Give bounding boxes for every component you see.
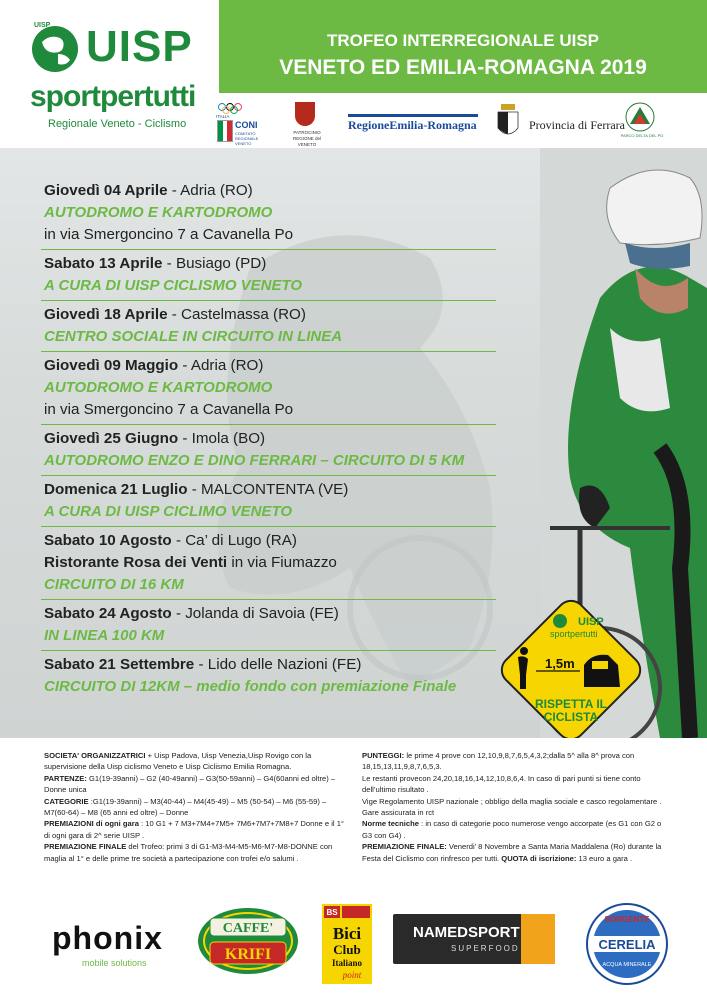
rule-label: PREMIAZIONE FINALE (44, 842, 127, 852)
event-item (41, 428, 496, 476)
rule-paragraph (362, 750, 665, 773)
rule-text: Vige Regolamento UISP nazionale ; obbligo della maglia sociale e casco regolamentare . Gare assicurata in rct (362, 796, 662, 818)
veneto-logo (285, 100, 325, 147)
rule-label: CATEGORIE (44, 796, 89, 806)
patron-logos (215, 100, 707, 146)
event-item (41, 180, 496, 250)
rule-paragraph (362, 773, 665, 796)
title-line-2: VENETO ED EMILIA-ROMAGNA 2019 (279, 56, 647, 79)
event-heading (44, 253, 496, 275)
logo-tagline: sportpertutti (30, 80, 196, 113)
event-heading (44, 654, 496, 676)
sign-globe-icon (553, 614, 567, 628)
rule-paragraph (44, 750, 346, 773)
rule-paragraph (362, 796, 665, 819)
event-place: - Adria (RO) (167, 182, 253, 199)
event-item (41, 603, 496, 651)
rule-label: PREMIAZIONE FINALE: (362, 842, 447, 852)
rule-paragraph (44, 841, 346, 864)
event-extra-line (44, 552, 496, 574)
event-extra-bold: Ristorante Rosa dei Venti (44, 554, 228, 571)
event-date: Giovedì 25 Giugno (44, 430, 179, 447)
event-date: Domenica 21 Luglio (44, 481, 188, 498)
event-heading (44, 603, 496, 625)
rule-text: G1(19-39anni) – G2 (40-49anni) – G3(50-59anni) – G4(60anni ed oltre) – Donne unica (44, 773, 336, 795)
event-date: Giovedì 18 Aprile (44, 306, 168, 323)
event-place: - Ca’ di Lugo (RA) (171, 532, 297, 549)
event-date: Giovedì 04 Aprile (44, 182, 168, 199)
rer-bar (348, 114, 478, 117)
parco-label: PARCO DELTA DEL PO (620, 133, 664, 138)
event-extra: in via Smergoncino 7 a Cavanella Po (44, 401, 294, 418)
event-heading (44, 479, 496, 501)
rules-section (0, 738, 707, 898)
event-venue: AUTODROMO E KARTODROMO (44, 204, 273, 221)
poster-header (0, 0, 707, 148)
cerelia-top: SORGENTE (604, 915, 650, 924)
respect-cyclist-sign (496, 595, 646, 745)
event-item (41, 530, 496, 600)
rule-text: :G1(19-39anni) – M3(40-44) – M4(45-49) – M5 (50-54) – M6 (55-59) – M7(60-64) – M8 (65 anni ed oltre) – Donne (44, 796, 327, 818)
event-date: Sabato 24 Agosto (44, 605, 172, 622)
phonix-logo (52, 920, 163, 968)
rule-text: : 10 G1 + 7 M3+7M4+7M5+ 7M6+7M7+7M8+7 Donne e il 1° di ogni gara di 2^ serie UISP . (44, 819, 344, 840)
cerelia-logo (585, 902, 669, 986)
rule-paragraph (44, 773, 346, 796)
named-sub: SUPERFOOD (451, 944, 520, 953)
event-heading (44, 304, 496, 326)
rule-label: PARTENZE: (44, 773, 87, 783)
coni-sub: COMITATO REGIONALE VENETO (235, 131, 259, 146)
rules-left-column (44, 750, 346, 864)
event-date: Sabato 21 Settembre (44, 656, 195, 673)
event-venue: CIRCUITO DI 12KM – medio fondo con premiazione Finale (44, 678, 457, 695)
event-venue: IN LINEA 100 KM (44, 627, 165, 644)
event-item (41, 253, 496, 301)
ferrara-label: Provincia di Ferrara (529, 118, 625, 132)
rule-text: + Uisp Padova, Uisp Venezia,Uisp Rovigo con la supervisione della Uisp ciclismo Veneto e Uisp Ciclismo Emilia Romagna. (44, 751, 312, 772)
rules-right-column (362, 750, 665, 864)
event-place: - Adria (RO) (178, 357, 264, 374)
event-heading (44, 428, 496, 450)
sign-distance: 1,5m (545, 656, 575, 671)
rule-paragraph (362, 818, 665, 841)
bici-main: Bici (332, 924, 362, 943)
event-item (41, 304, 496, 352)
event-heading (44, 180, 496, 202)
phonix-word: phonix (52, 920, 163, 956)
rer-label: RegioneEmilia-Romagna (348, 118, 477, 132)
event-item (41, 654, 496, 701)
event-place: - Jolanda di Savoia (FE) (171, 605, 339, 622)
veneto-label: PATROCINIO REGIONE del VENETO (292, 130, 321, 147)
caffe-krifi-logo (196, 906, 300, 976)
event-venue: CENTRO SOCIALE IN CIRCUITO IN LINEA (44, 328, 343, 345)
event-date: Sabato 13 Aprile (44, 255, 163, 272)
ferrara-crest-icon (497, 104, 519, 140)
coni-country: ITALIA (216, 114, 230, 119)
namedsport-logo (393, 914, 555, 964)
krifi-bottom: KRIFI (224, 946, 272, 963)
event-date: Sabato 10 Agosto (44, 532, 172, 549)
olympic-rings-icon (217, 102, 243, 114)
event-place: - MALCONTENTA (VE) (187, 481, 349, 498)
event-venue: A CURA DI UISP CICLISMO VENETO (44, 277, 303, 294)
bici-club: Club (333, 942, 361, 957)
lion-crest-icon (295, 102, 315, 126)
parco-triangle-icon (624, 102, 656, 132)
named-word: NAMEDSPORT (413, 924, 520, 941)
bici-top: BS (326, 908, 338, 917)
rule-text: del Trofeo: primi 3 di G1-M3-M4-M5-M6-M7-M8-DONNE con maglia al 1° e delle prime tre società a partecipazione con trofei e/o salumi . (44, 842, 333, 863)
event-extra-rest: in via Fiumazzo (227, 554, 337, 571)
event-venue: AUTODROMO ENZO E DINO FERRARI – CIRCUITO DI 5 KM (44, 452, 465, 469)
event-place: - Castelmassa (RO) (167, 306, 306, 323)
coni-logo (215, 100, 259, 146)
globe-icon (30, 24, 80, 74)
krifi-top: CAFFE' (222, 921, 274, 936)
event-place: - Busiago (PD) (162, 255, 267, 272)
bici-script: point (342, 970, 362, 980)
rule-paragraph (362, 841, 665, 864)
bici-sub: Italiano (331, 958, 363, 968)
coni-label: CONI (235, 120, 258, 130)
parco-logo (617, 100, 667, 146)
sign-brand: UISP (578, 616, 604, 628)
rule-label: PUNTEGGI: (362, 751, 405, 760)
rule-text: 13 euro a gara . (576, 853, 633, 863)
event-heading (44, 530, 496, 552)
cerelia-main: CERELIA (598, 937, 656, 952)
rule-label: QUOTA di iscrizione: (501, 853, 577, 863)
event-place: - Lido delle Nazioni (FE) (194, 656, 362, 673)
sponsor-logos (0, 898, 707, 1000)
rule-text: le prime 4 prove con 12,10,9,8,7,6,5,4,3,2;dalla 5^ alla 8^ prova con 18,15,13,11,9,8,7,6,5,3. (362, 751, 635, 772)
rule-text: : in caso di categorie poco numerose vengo accorpate (es G1 con G2 o G3 con G4) . (362, 819, 662, 840)
rule-text: Le restanti provecon 24,20,18,16,14,12,10,8,6,4. In caso di pari punti si tiene conto dell’ultimo risultato . (362, 773, 641, 795)
event-heading (44, 355, 496, 377)
title-band (219, 0, 707, 93)
rule-paragraph (44, 796, 346, 819)
sign-line-2: CICLISTA (543, 710, 599, 724)
title-line-1: TROFEO INTERREGIONALE UISP (326, 31, 600, 50)
race-calendar (41, 180, 496, 704)
event-item (41, 479, 496, 527)
event-place: - Imola (BO) (178, 430, 266, 447)
sign-tagline: sportpertutti (550, 629, 598, 639)
event-date: Giovedì 09 Maggio (44, 357, 179, 374)
logo-word: UISP (86, 22, 193, 71)
logo-small-text: UISP (34, 22, 51, 29)
sign-line-1: RISPETTA IL (535, 697, 607, 711)
event-item (41, 355, 496, 425)
event-extra: in via Smergoncino 7 a Cavanella Po (44, 226, 294, 243)
bici-club-logo (322, 904, 372, 984)
event-venue: A CURA DI UISP CICLIMO VENETO (44, 503, 293, 520)
cerelia-sub: ACQUA MINERALE (602, 962, 652, 968)
logo-subtitle: Regionale Veneto - Ciclismo (48, 118, 187, 130)
rule-text: Venerdi’ 8 Novembre a Santa Maria Maddalena (Ro) durante la Festa del Ciclismo con rinfresco per tutti. (362, 842, 662, 863)
named-corner (521, 914, 555, 964)
uisp-logo (30, 22, 205, 80)
phonix-sub: mobile solutions (82, 958, 147, 968)
event-venue: CIRCUITO DI 16 KM (44, 576, 184, 593)
rule-paragraph (44, 818, 346, 841)
rule-label: Norme tecniche (362, 819, 419, 829)
rule-label: SOCIETA' ORGANIZZATRICI (44, 751, 146, 760)
italy-flag-icon (217, 120, 233, 142)
event-venue: AUTODROMO E KARTODROMO (44, 379, 273, 396)
rule-label: PREMIAZIONI di ogni gara (44, 819, 139, 829)
